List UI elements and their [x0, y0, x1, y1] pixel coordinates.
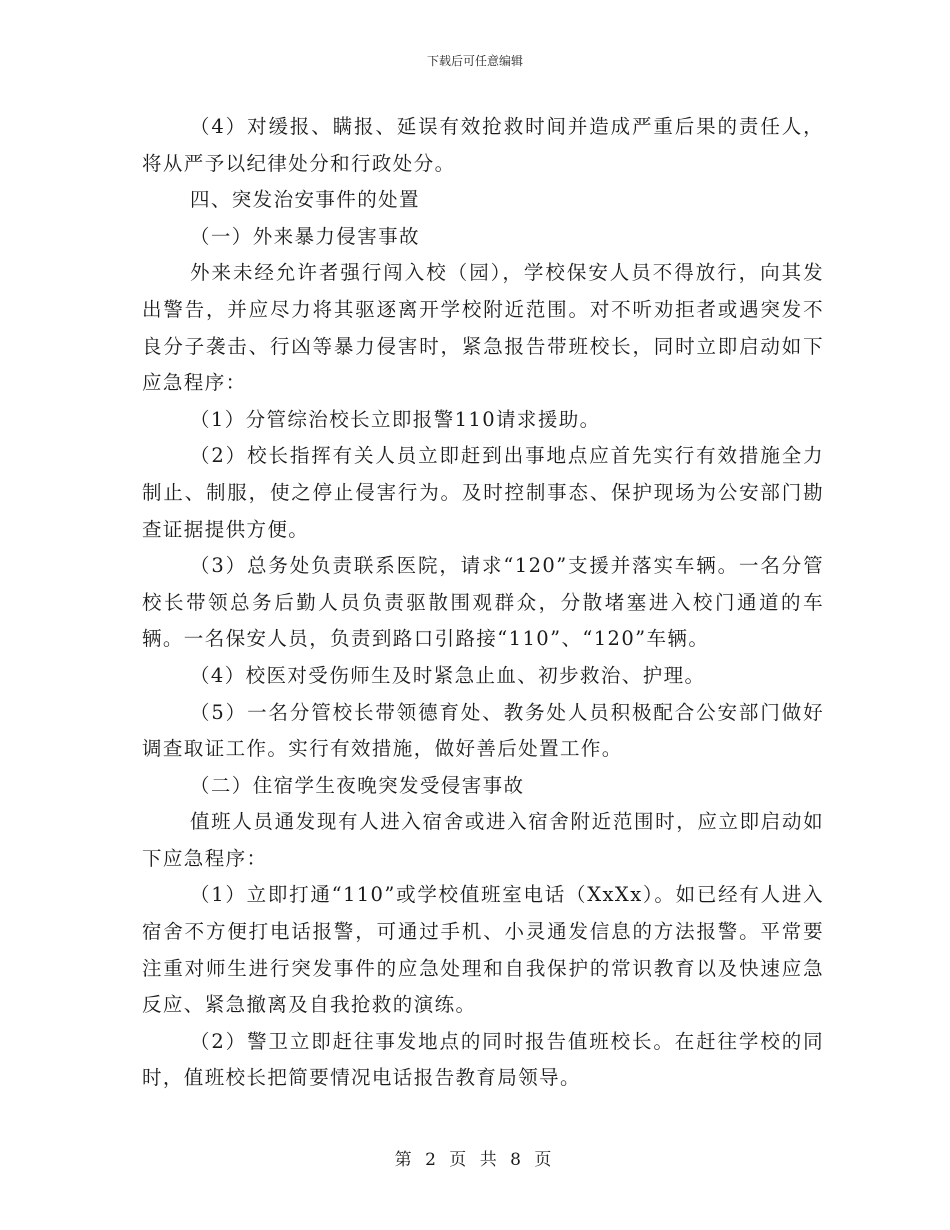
dorm-list-item-1: （1）立即打通“110”或学校值班室电话（XxXx）。如已经有人进入宿舍不方便打电话报警，可通过手机、小灵通发信息的方法报警。平常要注重对师生进行突发事件的应急处理和自我保护的常识教育以及快速应急反应、紧急撤离及自我抢救的演练。 [142, 883, 824, 1017]
list-item-5: （5）一名分管校长带领德育处、教务处人员积极配合公安部门做好调查取证工作。实行有效措施，做好善后处置工作。 [142, 700, 824, 761]
section-heading-4: 四、突发治安事件的处置 [190, 188, 420, 212]
list-item-3: （3）总务处负责联系医院，请求“120”支援并落实车辆。一名分管校长带领总务后勤人员负责驱散围观群众，分散堵塞进入校门通道的车辆。一名保安人员，负责到路口引路接“110”、“120”车辆。 [142, 554, 824, 651]
paragraph-1: （4）对缓报、瞒报、延误有效抢救时间并造成严重后果的责任人，将从严予以纪律处分和行政处分。 [142, 115, 824, 175]
paragraph-dorm: 值班人员通发现有人进入宿舍或进入宿舍附近范围时，应立即启动如下应急程序： [142, 810, 824, 870]
subsection-heading-1: （一）外来暴力侵害事故 [190, 224, 420, 248]
dorm-list-item-2: （2）警卫立即赶往事发地点的同时报告值班校长。在赶往学校的同时，值班校长把简要情况电话报告教育局领导。 [142, 1029, 824, 1090]
subsection-heading-2: （二）住宿学生夜晚突发受侵害事故 [190, 773, 525, 797]
document-body [142, 109, 824, 1097]
list-item-1: （1）分管综治校长立即报警110请求援助。 [190, 407, 601, 431]
list-item-2: （2）校长指挥有关人员立即赶到出事地点应首先实行有效措施全力制止、制服，使之停止侵害行为。及时控制事态、保护现场为公安部门勘查证据提供方便。 [142, 444, 824, 541]
page-number: 第 2 页 共 8 页 [394, 1150, 556, 1170]
page-header: 下载后可任意编辑 [426, 54, 523, 68]
list-item-4: （4）校医对受伤师生及时紧急止血、初步救治、护理。 [190, 663, 706, 687]
paragraph-intrusion: 外来未经允许者强行闯入校（园），学校保安人员不得放行，向其发出警告，并应尽力将其驱逐离开学校附近范围。对不听劝拒者或遇突发不良分子袭击、行凶等暴力侵害时，紧急报告带班校长，同时立即启动如下应急程序： [142, 261, 824, 395]
